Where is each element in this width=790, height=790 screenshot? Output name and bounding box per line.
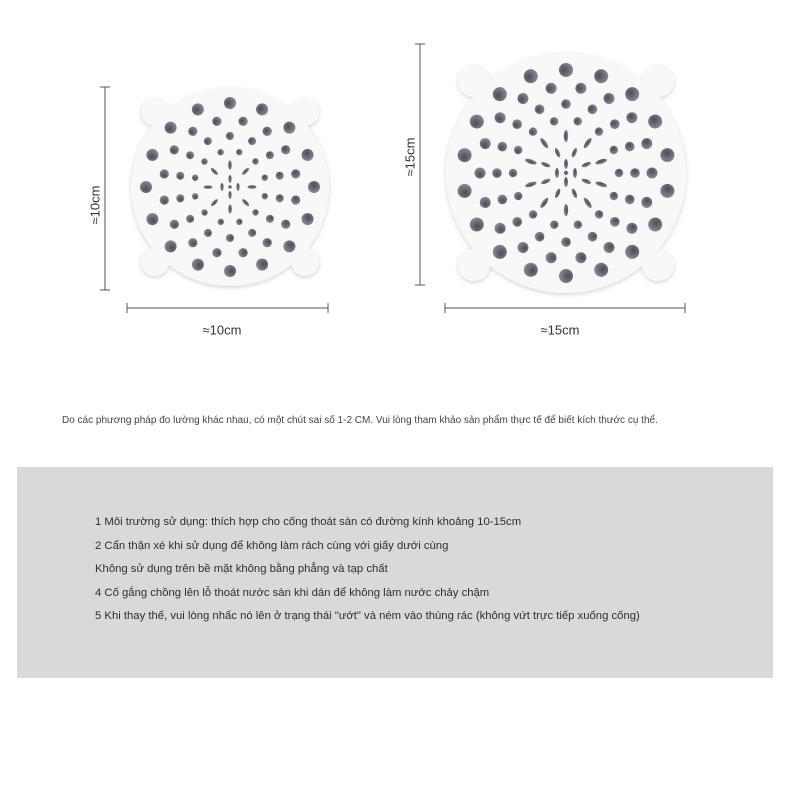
- drain-hole: [308, 181, 320, 193]
- drain-hole: [492, 168, 502, 178]
- large-width-dimension: [445, 303, 685, 338]
- drain-hole: [228, 204, 232, 213]
- drain-hole: [224, 265, 236, 277]
- drain-hole: [224, 97, 236, 109]
- measurement-disclaimer: Do các phương pháp đo lường khác nhau, có một chút sai số 1-2 CM. Vui lòng tham khảo sản phẩm thực tế để biết kích thước cụ thể.: [62, 415, 658, 426]
- instruction-item: 1 Môi trường sử dụng: thích hợp cho cống thoát sàn có đường kính khoảng 10-15cm: [95, 516, 522, 528]
- drain-hole: [228, 185, 232, 189]
- instruction-item: 2 Cẩn thận xé khi sử dụng để không làm rách cùng với giấy dưới cùng: [95, 539, 449, 552]
- cover-tab: [642, 65, 674, 97]
- drain-hole: [561, 99, 571, 109]
- drain-hole: [573, 168, 577, 178]
- drain-hole: [564, 159, 568, 169]
- large-drain-cover: [446, 53, 686, 293]
- small-height-dimension: [88, 87, 111, 290]
- small-drain-cover: [131, 88, 329, 286]
- drain-hole: [564, 177, 568, 187]
- cover-tab: [291, 98, 319, 126]
- drain-hole: [559, 63, 573, 77]
- instruction-item: Không sử dụng trên bề mặt không bằng phẳng và tạp chất: [95, 563, 388, 575]
- drain-hole: [247, 185, 256, 189]
- small-height-label: ≈10cm: [87, 185, 103, 225]
- drain-hole: [564, 204, 568, 216]
- drain-hole: [228, 160, 232, 169]
- drain-hole: [226, 234, 234, 242]
- drain-hole: [475, 168, 486, 179]
- cover-tab: [458, 65, 490, 97]
- large-height-dimension: [403, 44, 426, 285]
- drain-hole: [561, 237, 571, 247]
- drain-hole: [564, 130, 568, 142]
- drain-hole: [228, 191, 231, 199]
- drain-hole: [220, 183, 223, 191]
- small-width-dimension: [127, 303, 328, 338]
- instructions-list: [95, 511, 640, 629]
- drain-hole: [555, 168, 559, 178]
- instruction-item: 5 Khi thay thế, vui lòng nhấc nó lên ở trạng thái "ướt" và ném vào thùng rác (không vứt trực tiếp xuống cống): [95, 610, 640, 622]
- drain-hole: [509, 169, 517, 177]
- drain-hole: [559, 269, 573, 283]
- usage-instructions-panel: [17, 467, 773, 678]
- drain-hole: [228, 175, 231, 183]
- small-width-label: ≈10cm: [202, 322, 242, 338]
- drain-hole: [236, 183, 239, 191]
- drain-hole: [226, 132, 234, 140]
- drain-hole: [630, 168, 640, 178]
- drain-hole: [203, 185, 212, 189]
- cover-tab: [291, 248, 319, 276]
- cover-tab: [458, 249, 490, 281]
- large-width-label: ≈15cm: [540, 322, 580, 338]
- drain-hole: [140, 181, 152, 193]
- drain-hole: [564, 171, 568, 175]
- large-height-label: ≈15cm: [402, 137, 418, 177]
- drain-hole: [647, 168, 658, 179]
- cover-tab: [642, 249, 674, 281]
- drain-hole: [615, 169, 623, 177]
- cover-tab: [141, 98, 169, 126]
- cover-tab: [141, 248, 169, 276]
- instruction-item: 4 Cố gắng chồng lên lỗ thoát nước sàn khi dán để không làm nước chảy chậm: [95, 586, 490, 599]
